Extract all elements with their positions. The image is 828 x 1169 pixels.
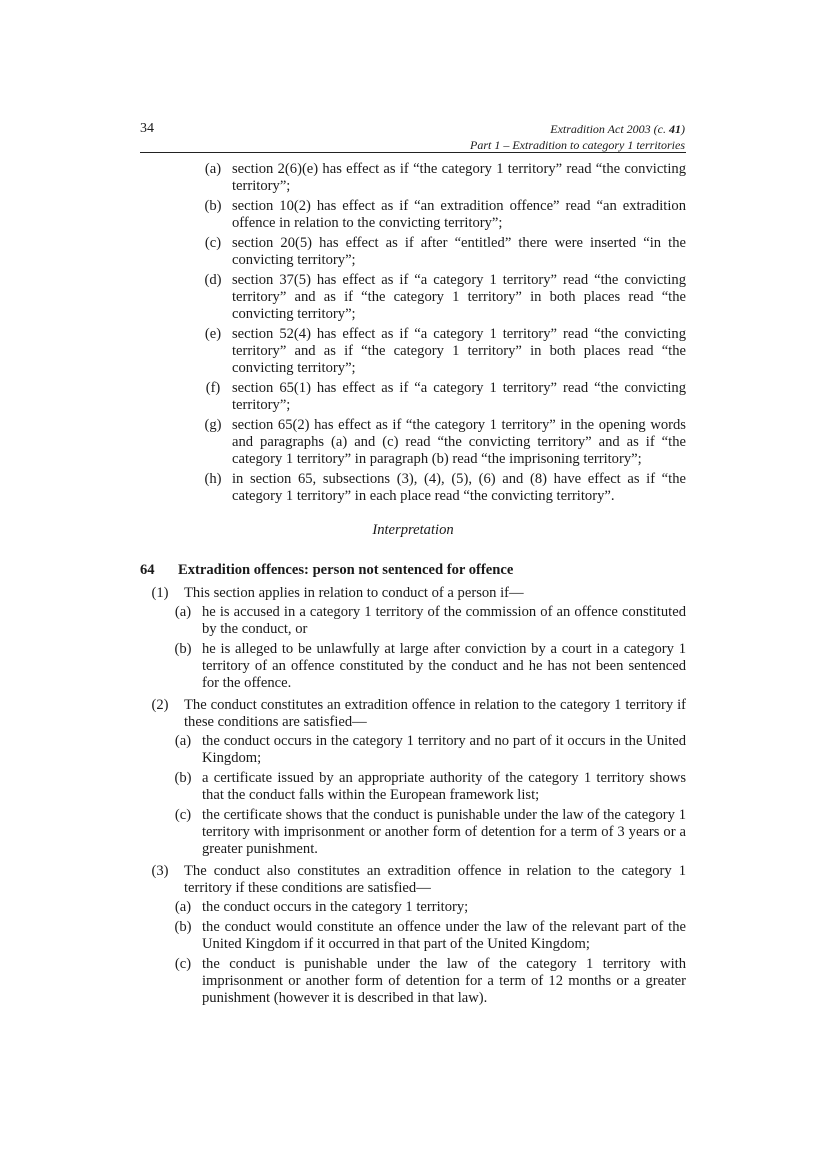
paragraph-label: (d) (204, 272, 222, 288)
paragraph-item (140, 919, 686, 953)
document-body (140, 161, 686, 1010)
paragraph-label: (c) (204, 235, 222, 251)
subsection (140, 863, 686, 897)
paragraph-item (140, 235, 686, 269)
running-head (470, 121, 685, 153)
chapter-number: 41 (669, 122, 681, 136)
paragraph-text: the conduct is punishable under the law of the category 1 territory with imprisonment or another form of detention for a term of 12 months or a greater punishment (however it is described in that law). (202, 956, 686, 1006)
paragraph-label: (g) (204, 417, 222, 433)
paragraph-text: the conduct occurs in the category 1 territory and no part of it occurs in the United Kingdom; (202, 733, 686, 766)
paragraph-text: he is alleged to be unlawfully at large after conviction by a court in a category 1 territory of an offence constituted by the conduct and he has not been sentenced for the offence. (202, 641, 686, 691)
paragraph-item (140, 604, 686, 638)
section-number: 64 (140, 562, 155, 578)
paragraph-text: section 20(5) has effect as if after “entitled” there were inserted “in the convicting territory”; (232, 235, 686, 268)
subsection-label: (1) (151, 585, 169, 601)
paragraph-text: section 65(2) has effect as if “the category 1 territory” in the opening words and paragraphs (a) and (c) read “the convicting territory” and as if “the category 1 territory” in paragraph (b) read “the imprisoning territory”; (232, 417, 686, 467)
subsection-label: (2) (151, 697, 169, 713)
act-title-close: ) (681, 122, 685, 136)
paragraph-item (140, 899, 686, 916)
subsection-text: The conduct constitutes an extradition offence in relation to the category 1 territory if these conditions are satisfied— (184, 697, 686, 730)
section-title: Extradition offences: person not sentenced for offence (178, 562, 514, 578)
paragraph-text: section 65(1) has effect as if “a category 1 territory” read “the convicting territory”; (232, 380, 686, 413)
subsection-label: (3) (151, 863, 169, 879)
paragraph-label: (h) (204, 471, 222, 487)
paragraph-label: (f) (205, 380, 221, 396)
paragraph-label: (b) (174, 919, 192, 935)
act-title: Extradition Act 2003 (c. (550, 122, 666, 136)
paragraph-label: (a) (174, 899, 192, 915)
paragraph-item (140, 471, 686, 505)
section-heading (140, 562, 686, 579)
paragraph-text: section 52(4) has effect as if “a category 1 territory” read “the convicting territory” and as if “the category 1 territory” in both places read “the convicting territory”; (232, 326, 686, 376)
paragraph-item (140, 641, 686, 692)
paragraph-text: he is accused in a category 1 territory of the commission of an offence constituted by the conduct, or (202, 604, 686, 637)
paragraph-item (140, 770, 686, 804)
paragraph-label: (a) (174, 733, 192, 749)
paragraph-label: (c) (174, 807, 192, 823)
paragraph-label: (a) (174, 604, 192, 620)
paragraph-label: (a) (204, 161, 222, 177)
part-title: Part 1 – Extradition to category 1 territories (470, 138, 685, 152)
page-number: 34 (140, 121, 154, 136)
paragraph-text: a certificate issued by an appropriate authority of the category 1 territory shows that the conduct falls within the European framework list; (202, 770, 686, 803)
subsection (140, 585, 686, 602)
paragraph-item (140, 733, 686, 767)
paragraph-label: (c) (174, 956, 192, 972)
paragraph-text: the certificate shows that the conduct is punishable under the law of the category 1 territory with imprisonment or another form of detention for a term of 3 years or a greater punishment. (202, 807, 686, 857)
paragraph-text: the conduct occurs in the category 1 territory; (202, 899, 469, 915)
paragraph-label: (e) (204, 326, 222, 342)
paragraph-item (140, 807, 686, 858)
paragraph-item (140, 380, 686, 414)
paragraph-item (140, 198, 686, 232)
paragraph-item (140, 956, 686, 1007)
subsection-text: The conduct also constitutes an extradition offence in relation to the category 1 territory if these conditions are satisfied— (184, 863, 686, 896)
paragraph-item (140, 272, 686, 323)
paragraph-text: section 37(5) has effect as if “a category 1 territory” read “the convicting territory” and as if “the category 1 territory” in both places read “the convicting territory”; (232, 272, 686, 322)
interpretation-heading: Interpretation (372, 522, 454, 538)
paragraph-item (140, 161, 686, 195)
subsection (140, 697, 686, 731)
paragraph-label: (b) (174, 641, 192, 657)
paragraph-label: (b) (204, 198, 222, 214)
paragraph-item (140, 326, 686, 377)
paragraph-item (140, 417, 686, 468)
act-title-line (470, 121, 685, 137)
paragraph-text: in section 65, subsections (3), (4), (5), (6) and (8) have effect as if “the category 1 territory” in each place read “the convicting territory”. (232, 471, 686, 504)
paragraph-text: the conduct would constitute an offence under the law of the relevant part of the United Kingdom if it occurred in that part of the United Kingdom; (202, 919, 686, 952)
paragraph-text: section 10(2) has effect as if “an extradition offence” read “an extradition offence in relation to the convicting territory”; (232, 198, 686, 231)
header-rule (140, 152, 686, 153)
subsection-text: This section applies in relation to conduct of a person if— (184, 585, 524, 601)
paragraph-text: section 2(6)(e) has effect as if “the category 1 territory” read “the convicting territory”; (232, 161, 686, 194)
paragraph-label: (b) (174, 770, 192, 786)
